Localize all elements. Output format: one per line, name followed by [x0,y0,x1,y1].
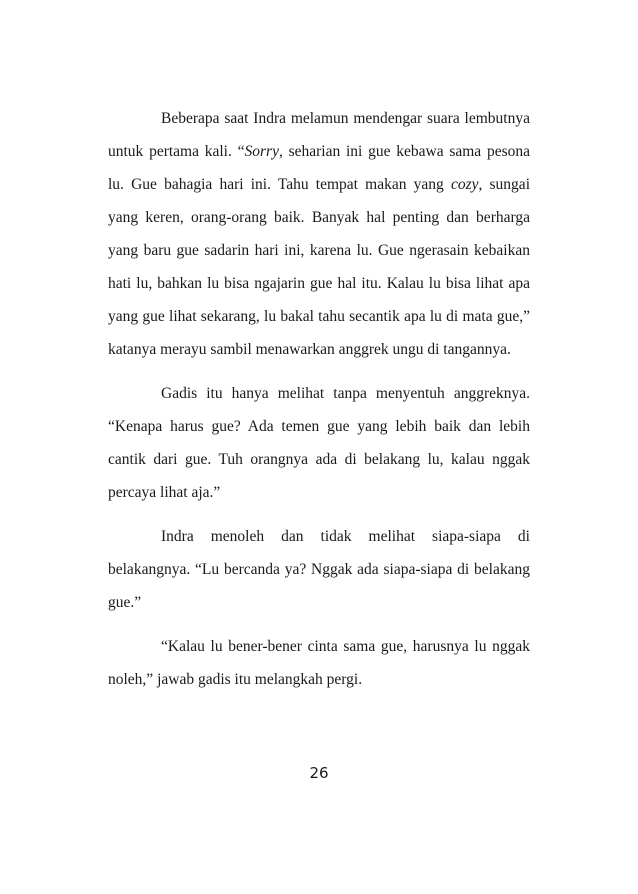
paragraph-3-text: Indra menoleh dan tidak melihat siapa-siapa di belakangnya. “Lu bercanda ya? Nggak ada siapa-siapa di belakang gue.” [108,528,530,611]
paragraph-2 [108,377,530,509]
paragraph-1-italic-sorry: Sorry [244,143,279,160]
paragraph-3 [108,520,530,619]
paragraph-1 [108,102,530,366]
paragraph-4-text: “Kalau lu bener-bener cinta sama gue, harusnya lu nggak noleh,” jawab gadis itu melangkah pergi. [108,638,530,688]
paragraph-1-segment-1: Beberapa saat Indra melamun mendengar suara lembutnya untuk pertama kali. “ [108,110,530,160]
paragraph-1-italic-cozy: cozy [450,176,479,193]
paragraph-1-segment-3: , seharian ini gue kebawa sama pesona lu. Gue bahagia hari ini. Tahu tempat makan yang [108,143,530,193]
paragraph-1-segment-5: , sungai yang keren, orang-orang baik. Banyak hal penting dan berharga yang baru gue sadarin hari ini, karena lu. Gue ngerasain kebaikan hati lu, bahkan lu bisa ngajarin gue hal itu. Kalau lu bisa lihat apa yang gue lihat sekarang, lu bakal tahu secantik apa lu di mata gue,” katanya merayu sambil menawarkan anggrek ungu di tangannya. [108,176,530,358]
paragraph-4 [108,630,530,696]
paragraph-2-text: Gadis itu hanya melihat tanpa menyentuh anggreknya. “Kenapa harus gue? Ada temen gue yang lebih baik dan lebih cantik dari gue. Tuh orangnya ada di belakang lu, kalau nggak percaya lihat aja.” [108,385,530,501]
page-number: 26 [309,764,329,782]
body-text [108,102,530,707]
